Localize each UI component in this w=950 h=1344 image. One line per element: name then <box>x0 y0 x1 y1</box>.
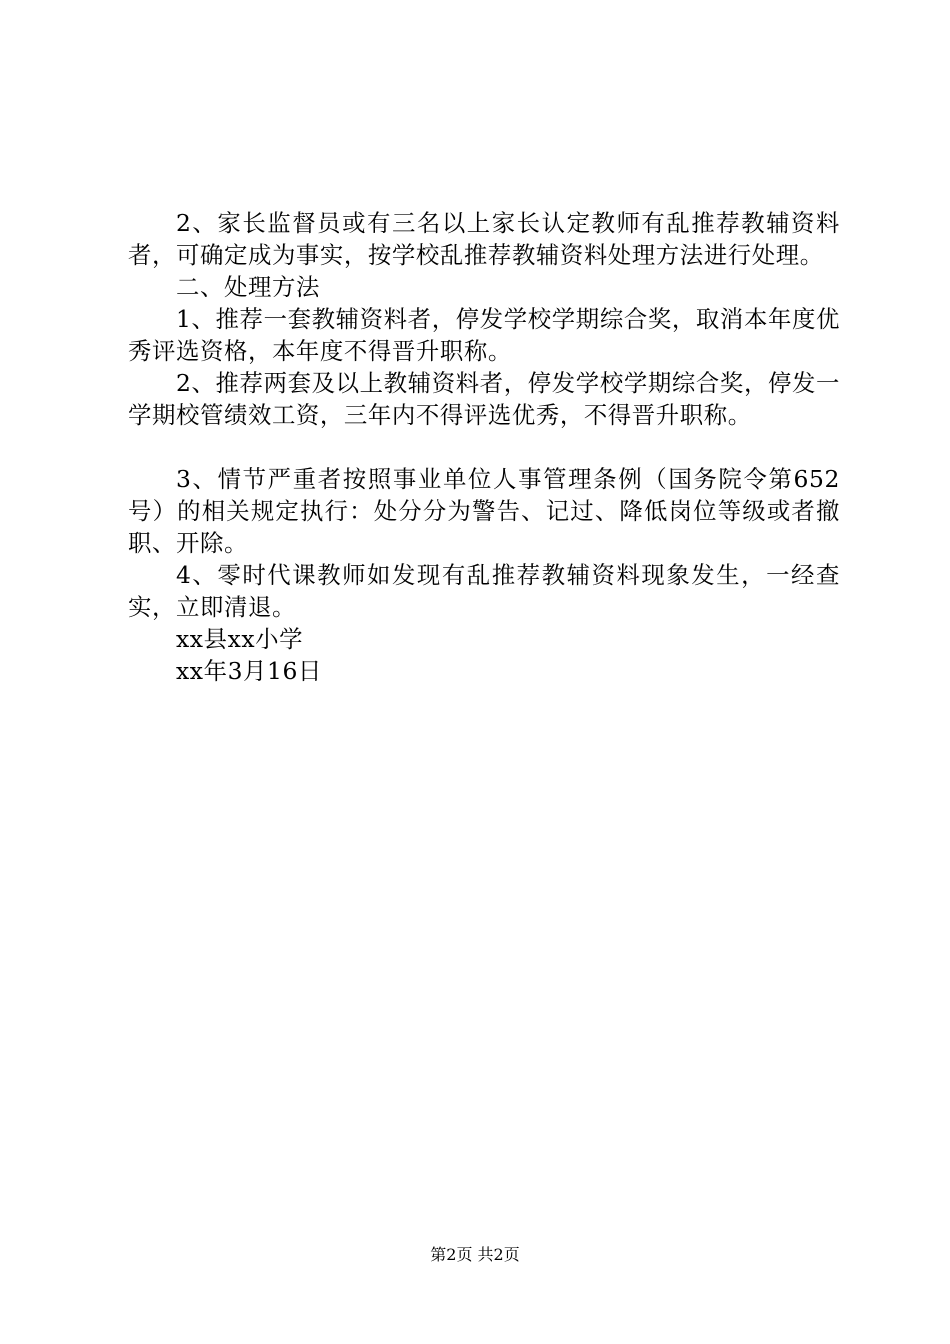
paragraph-rule-three: 3、情节严重者按照事业单位人事管理条例（国务院令第652号）的相关规定执行：处分分为警告、记过、降低岗位等级或者撤职、开除。 <box>128 465 840 557</box>
document-body <box>128 207 840 687</box>
paragraph-rule-two: 2、推荐两套及以上教辅资料者，停发学校学期综合奖，停发一学期校管绩效工资，三年内不得评选优秀，不得晋升职称。 <box>128 369 840 429</box>
signature-organization: xx县xx小学 <box>176 625 304 653</box>
signature-date: xx年3月16日 <box>176 657 323 685</box>
paragraph-rule-four: 4、零时代课教师如发现有乱推荐教辅资料现象发生，一经查实，立即清退。 <box>128 561 840 621</box>
page-footer: 第2页 共2页 <box>430 1245 520 1264</box>
paragraph-rule-one: 1、推荐一套教辅资料者，停发学校学期综合奖，取消本年度优秀评选资格，本年度不得晋升职称。 <box>128 305 840 365</box>
paragraph-spacer <box>128 431 840 463</box>
section-heading-handling-methods: 二、处理方法 <box>176 273 320 301</box>
paragraph-parent-supervision: 2、家长监督员或有三名以上家长认定教师有乱推荐教辅资料者，可确定成为事实，按学校乱推荐教辅资料处理方法进行处理。 <box>128 209 840 269</box>
